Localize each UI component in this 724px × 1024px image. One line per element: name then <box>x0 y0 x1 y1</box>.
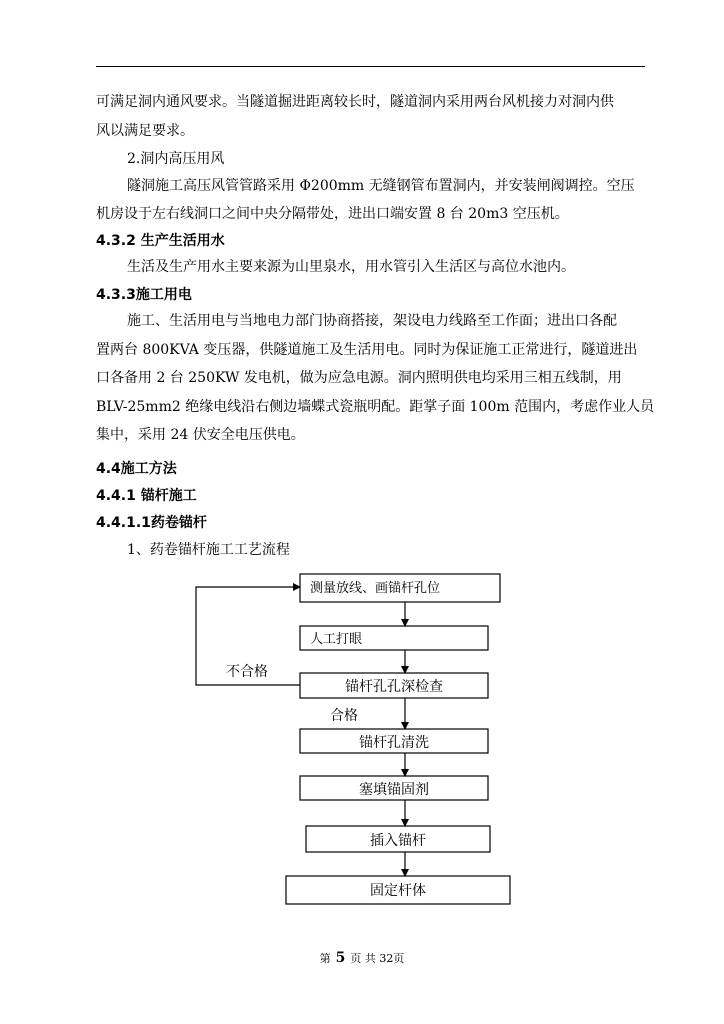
paragraph-line: 施工、生活用电与当地电力部门协商搭接，架设电力线路至工作面；进出口各配 <box>127 313 617 329</box>
page-footer <box>0 950 724 966</box>
flow-step-label: 人工打眼 <box>310 632 363 647</box>
paragraph-line: 可满足洞内通风要求。当隧道掘进距离较长时，隧道洞内采用两台风机接力对洞内供 <box>96 94 614 110</box>
page-number: 5 <box>335 950 346 966</box>
section-heading: 4.4.1.1药卷锚杆 <box>96 515 207 531</box>
footer-mid: 页 共 <box>350 952 376 965</box>
pass-label: 合格 <box>330 708 358 724</box>
section-heading: 4.4施工方法 <box>96 461 177 477</box>
flow-step-label: 塞填锚固剂 <box>359 782 429 798</box>
flow-step-label: 插入锚杆 <box>370 833 426 849</box>
flow-step-label: 测量放线、画锚杆孔位 <box>310 581 441 596</box>
flow-step-label: 锚杆孔孔深检查 <box>345 679 443 695</box>
page-total: 32页 <box>379 952 405 965</box>
paragraph-line: 机房设于左右线洞口之间中央分隔带处，进出口端安置 8 台 20m3 空压机。 <box>96 206 569 222</box>
list-item: 2.洞内高压用风 <box>127 151 225 167</box>
flow-step-label: 锚杆孔清洗 <box>359 735 429 751</box>
paragraph-line: 置两台 800KVA 变压器，供隧道施工及生活用电。同时为保证施工正常进行，隧道进出 <box>96 342 638 358</box>
paragraph-line: 口各备用 2 台 250KW 发电机，做为应急电源。洞内照明供电均采用三相五线制，用 <box>96 370 622 386</box>
footer-prefix: 第 <box>319 952 331 965</box>
section-heading: 4.3.2 生产生活用水 <box>96 233 225 249</box>
flow-step-label: 固定杆体 <box>370 883 426 899</box>
paragraph-line: 集中，采用 24 伏安全电压供电。 <box>96 427 305 443</box>
paragraph-line: BLV-25mm2 绝缘电线沿右侧边墙蝶式瓷瓶明配。距掌子面 100m 范围内，考虑作业人员 <box>96 399 655 415</box>
paragraph-line: 生活及生产用水主要来源为山里泉水，用水管引入生活区与高位水池内。 <box>127 259 575 275</box>
paragraph-line: 隧洞施工高压风管管路采用 Φ200mm 无缝钢管布置洞内，并安装闸阀调控。空压 <box>127 178 635 194</box>
section-heading: 4.4.1 锚杆施工 <box>96 488 197 504</box>
section-heading: 4.3.3施工用电 <box>96 287 192 303</box>
list-item: 1、药卷锚杆施工工艺流程 <box>127 542 290 558</box>
fail-label: 不合格 <box>226 664 268 680</box>
paragraph-line: 风以满足要求。 <box>96 123 194 139</box>
